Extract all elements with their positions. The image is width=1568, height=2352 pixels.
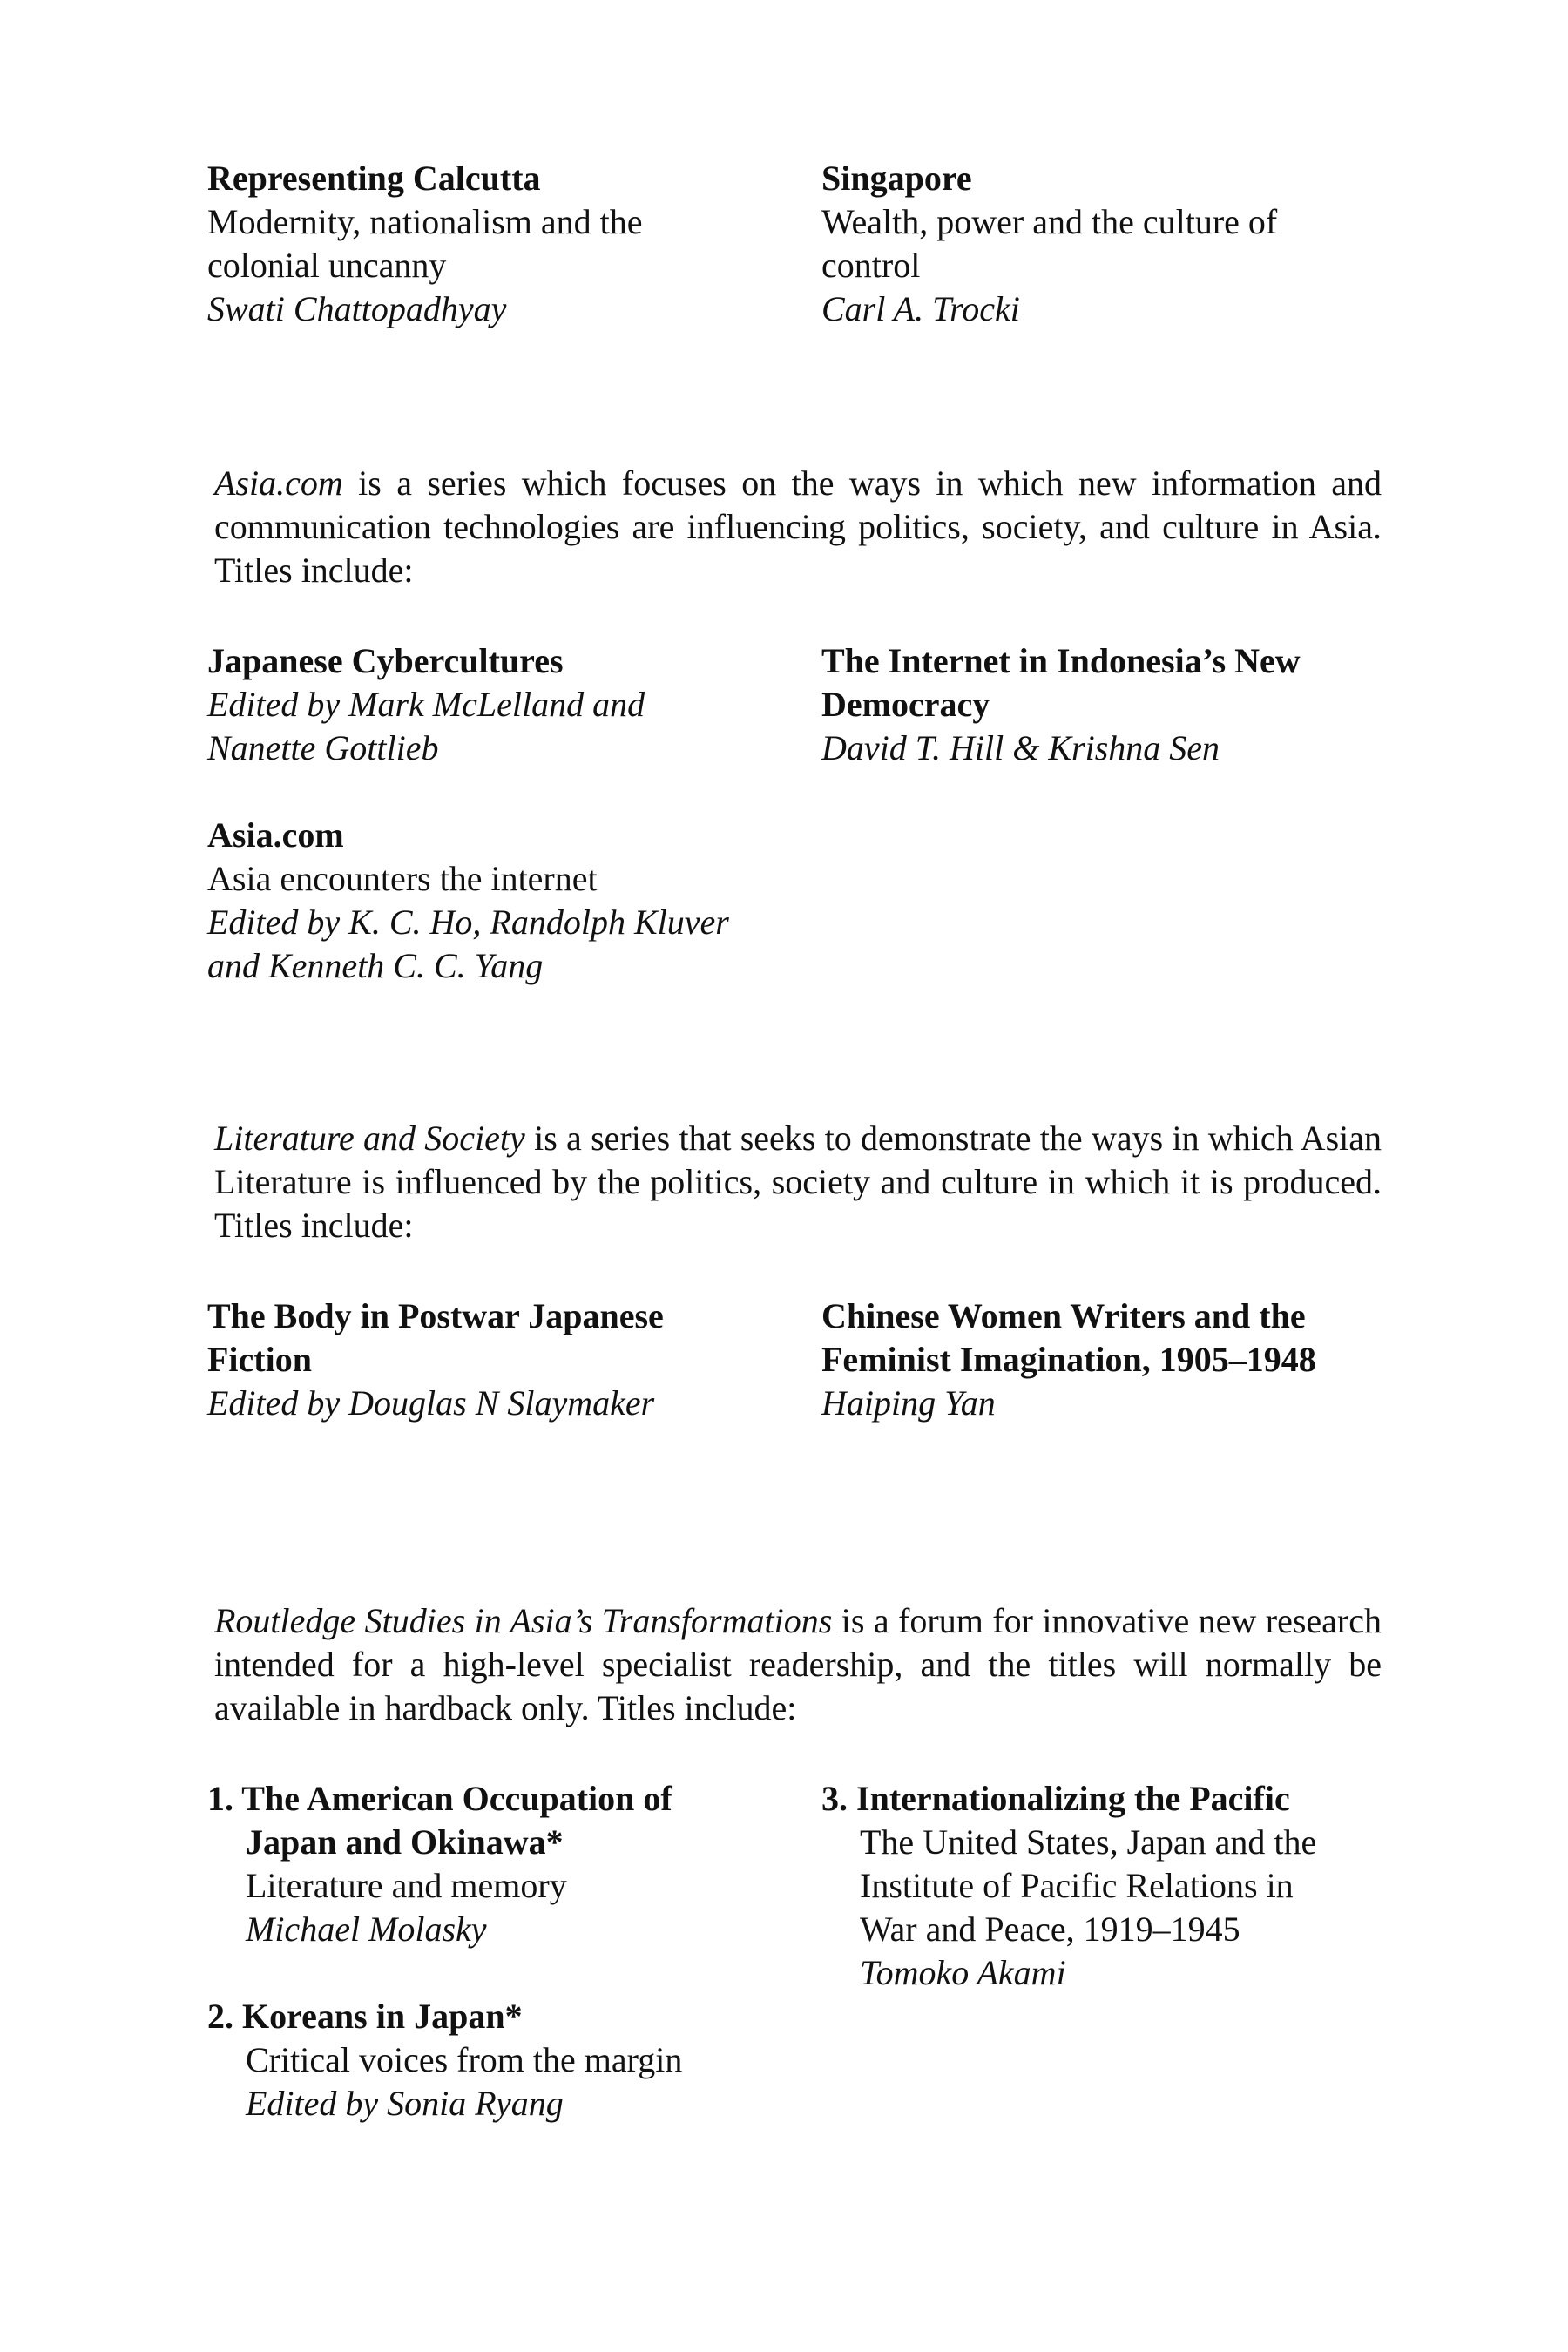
series-intro-literature-society: [214, 1117, 1382, 1247]
entry-author: Edited by Douglas N Slaymaker: [207, 1383, 655, 1423]
entry-subtitle-line: War and Peace, 1919–1945: [860, 1909, 1240, 1949]
entry-subtitle-line: Institute of Pacific Relations in: [860, 1866, 1294, 1905]
entry-title-line: The Internet in Indonesia’s New: [821, 641, 1301, 680]
entry-author: Michael Molasky: [246, 1909, 487, 1949]
entry-body-postwar-fiction: [207, 1294, 765, 1425]
entry-singapore: [821, 157, 1379, 331]
entry-author: Tomoko Akami: [860, 1953, 1066, 1992]
entry-subtitle-line: Modernity, nationalism and the: [207, 202, 643, 241]
series-description: is a series which focuses on the ways in which new information and communication technologies are influencing politics, society, and culture in Asia. Titles include:: [214, 463, 1382, 590]
entry-subtitle-line: Wealth, power and the culture of: [821, 202, 1278, 241]
entry-title-cont: Japan and Okinawa*: [246, 1822, 564, 1862]
entry-author-line: Edited by K. C. Ho, Randolph Kluver: [207, 902, 729, 942]
entry-representing-calcutta: [207, 157, 747, 331]
entry-subtitle-line: colonial uncanny: [207, 246, 447, 285]
entry-internationalizing-pacific: [821, 1777, 1396, 1995]
series-name: Literature and Society: [214, 1119, 525, 1158]
series-intro-transformations: [214, 1599, 1382, 1730]
entry-author: Haiping Yan: [821, 1383, 996, 1423]
entry-number-title: 2. Koreans in Japan*: [207, 1997, 523, 2036]
entry-title-line: Fiction: [207, 1340, 312, 1379]
series-description: is a forum for innovative new research intended for a high-level specialist readership, and the titles will normally be available in hardback only. Titles include:: [214, 1601, 1382, 1727]
entry-author: David T. Hill & Krishna Sen: [821, 728, 1220, 767]
entry-title: Asia.com: [207, 815, 344, 855]
entry-subtitle-line: control: [821, 246, 921, 285]
entry-title-line: Chinese Women Writers and the: [821, 1296, 1306, 1335]
series-name: Asia.com: [214, 463, 343, 503]
entry-author-line: Nanette Gottlieb: [207, 728, 439, 767]
series-intro-asia-com: [214, 462, 1382, 592]
entry-subtitle-line: The United States, Japan and the: [860, 1822, 1317, 1862]
entry-author: Swati Chattopadhyay: [207, 289, 507, 328]
entry-subtitle: Literature and memory: [246, 1866, 567, 1905]
entry-subtitle: Critical voices from the margin: [246, 2040, 683, 2079]
entry-japanese-cybercultures: [207, 639, 765, 770]
entry-title: Japanese Cybercultures: [207, 641, 564, 680]
entry-author: Carl A. Trocki: [821, 289, 1020, 328]
entry-title-line: Feminist Imagination, 1905–1948: [821, 1340, 1316, 1379]
entry-chinese-women-writers: [821, 1294, 1396, 1425]
entry-title-line: The Body in Postwar Japanese: [207, 1296, 664, 1335]
entry-author-line: and Kenneth C. C. Yang: [207, 946, 544, 985]
series-description: is a series that seeks to demonstrate the ways in which Asian Literature is influenced by the politics, society and culture in which it is produced. Titles include:: [214, 1119, 1382, 1245]
entry-number-title: 3. Internationalizing the Pacific: [821, 1779, 1290, 1818]
series-name: Routledge Studies in Asia’s Transformations: [214, 1601, 833, 1640]
entry-american-occupation: [207, 1777, 782, 1951]
entry-author-line: Edited by Mark McLelland and: [207, 685, 645, 724]
entry-title-line: Democracy: [821, 685, 990, 724]
entry-title: Representing Calcutta: [207, 159, 541, 198]
entry-koreans-in-japan: [207, 1995, 800, 2126]
entry-asia-com: [207, 814, 800, 988]
entry-subtitle: Asia encounters the internet: [207, 859, 598, 898]
entry-number-title: 1. The American Occupation of: [207, 1779, 672, 1818]
entry-title: Singapore: [821, 159, 972, 198]
entry-author: Edited by Sonia Ryang: [246, 2084, 564, 2123]
entry-internet-indonesia: [821, 639, 1396, 770]
